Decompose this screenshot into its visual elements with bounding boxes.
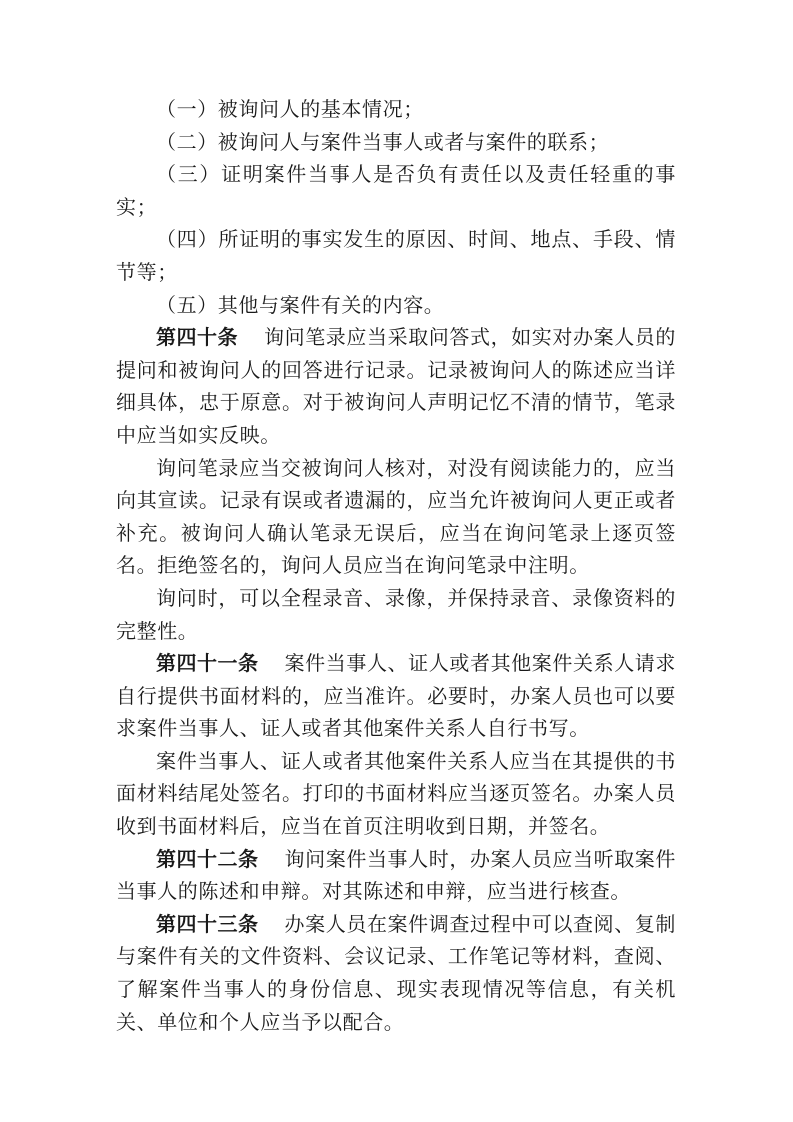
list-item: （四）所证明的事实发生的原因、时间、地点、手段、情节等； <box>116 227 676 284</box>
list-item: （三）证明案件当事人是否负有责任以及责任轻重的事实； <box>116 162 676 219</box>
article-40-paragraph <box>116 321 676 451</box>
article-42-text: 询问案件当事人时，办案人员应当听取案件当事人的陈述和申辩。对其陈述和申辩，应当进行核查。 <box>116 846 677 904</box>
article-41-paragraph <box>116 647 676 745</box>
article-41-paragraph-2: 案件当事人、证人或者其他案件关系人应当在其提供的书面材料结尾处签名。打印的书面材料应当逐页签名。办案人员收到书面材料后，应当在首页注明收到日期，并签名。 <box>116 748 676 839</box>
article-43-text: 办案人员在案件调查过程中可以查阅、复制与案件有关的文件资料、会议记录、工作笔记等材料，查阅、了解案件当事人的身份信息、现实表现情况等信息，有关机关、单位和个人应当予以配合。 <box>116 911 677 1034</box>
article-43-paragraph <box>116 908 676 1038</box>
list-item: （二）被询问人与案件当事人或者与案件的联系； <box>156 129 610 154</box>
article-41-title: 第四十一条 <box>156 651 259 676</box>
article-40-paragraph-2: 询问笔录应当交被询问人核对，对没有阅读能力的，应当向其宣读。记录有误或者遗漏的，应当允许被询问人更正或者补充。被询问人确认笔录无误后，应当在询问笔录上逐页签名。拒绝签名的，询问人员应当在询问笔录中注明。 <box>116 455 676 578</box>
article-43-title: 第四十三条 <box>156 911 259 936</box>
list-item: （五）其他与案件有关的内容。 <box>156 292 445 317</box>
document-page <box>116 93 676 1038</box>
article-40-paragraph-3: 询问时，可以全程录音、录像，并保持录音、录像资料的完整性。 <box>116 585 676 643</box>
article-42-paragraph <box>116 843 676 908</box>
article-40-title: 第四十条 <box>156 325 238 350</box>
article-40-text: 询问笔录应当采取问答式，如实对办案人员的提问和被询问人的回答进行记录。记录被询问人的陈述应当详细具体，忠于原意。对于被询问人声明记忆不清的情节，笔录中应当如实反映。 <box>116 325 676 447</box>
article-41-text: 案件当事人、证人或者其他案件关系人请求自行提供书面材料的，应当准许。必要时，办案人员也可以要求案件当事人、证人或者其他案件关系人自行书写。 <box>116 651 677 741</box>
list-item: （一）被询问人的基本情况； <box>156 97 424 121</box>
article-42-title: 第四十二条 <box>156 846 259 871</box>
